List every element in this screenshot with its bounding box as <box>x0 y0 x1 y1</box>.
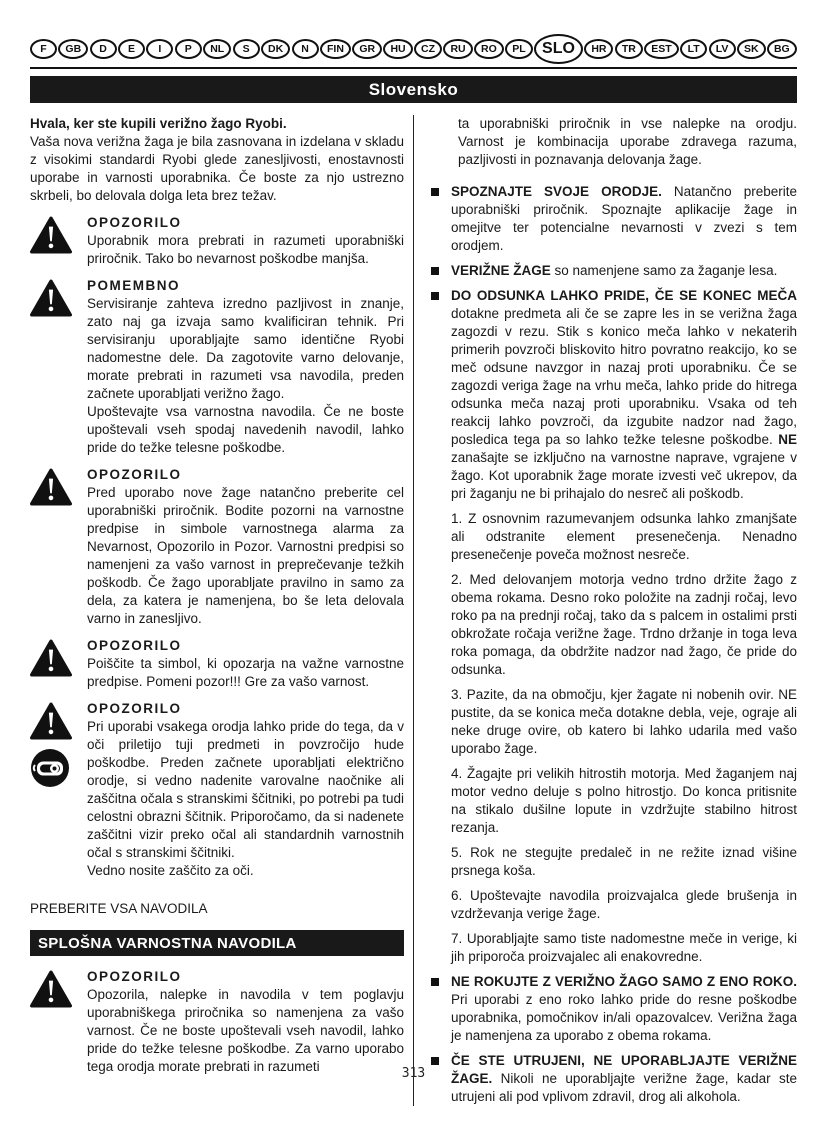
bullet-lead: SPOZNAJTE SVOJE ORODJE. <box>451 184 662 199</box>
bullet-text: Natančno preberite uporabniški priročnik. Spoznajte aplikacije žage in omejitve ter potencialne nevarnosti v zvezi s tem orodjem. <box>451 184 797 253</box>
bullet-text: Nikoli ne uporabljajte verižne žage, kadar ste utrujeni ali pod vplivom zdravil, drog ali alkohola. <box>451 1071 797 1104</box>
language-badge: S <box>233 39 260 59</box>
language-badge: BG <box>767 39 797 59</box>
language-badge: DK <box>261 39 290 59</box>
language-badge: LT <box>680 39 707 59</box>
left-column <box>30 115 414 1106</box>
numbered-item: 2. Med delovanjem motorja vedno trdno držite žago z obema rokama. Desno roko položite na zadnji ročaj, levo roko pa na prednji ročaj, tako da s palcem in ostalimi prsti obkrožate ročaja verižne žage. Trdno držanje in toga leva roka pomaga, da obdržite nadzor nad žago, če pride do odsunka. <box>451 572 797 677</box>
language-badge: E <box>118 39 145 59</box>
bullet-square-icon <box>431 267 439 275</box>
language-bar <box>30 34 797 64</box>
warning-title: OPOZORILO <box>87 969 182 984</box>
language-badge: F <box>30 39 57 59</box>
bullet-square-icon <box>431 1057 439 1065</box>
warning-icon-column <box>30 466 87 628</box>
bullet-text: dotakne predmeta ali če se zapre les in se verižna žaga zagozdi v rezu. Stik s konico meča lahko v nekaterih primerih povzroči bliskovito hitro povratno reakcijo, ko se meč odsune navzgor in nazaj proti uporabniku. Če se zagozdi veriga žage na vrhu meča, lahko pride do hitrega odsunka meča nazaj proti uporabniku. Vsaka od teh reakcij lahko povzroči, da izgubite nadzor nad žago, posledica tega pa so lahko težke telesne poškodbe. <box>451 306 797 447</box>
list-item <box>425 183 797 255</box>
language-badge-active: SLO <box>534 34 583 64</box>
warning-title: OPOZORILO <box>87 638 182 653</box>
warning-triangle-icon <box>30 639 72 677</box>
read-all-heading: PREBERITE VSA NAVODILA <box>30 901 208 916</box>
bullet-square-icon <box>431 188 439 196</box>
warning-title: OPOZORILO <box>87 467 182 482</box>
numbered-item: 6. Upoštevajte navodila proizvajalca glede brušenja in vzdrževanja verige žage. <box>451 888 797 921</box>
divider-line <box>30 67 797 69</box>
warning-title: POMEMBNO <box>87 278 180 293</box>
warning-block <box>30 277 404 457</box>
language-badge: N <box>292 39 319 59</box>
bullet-lead: VERIŽNE ŽAGE <box>451 263 551 278</box>
warning-triangle-icon <box>30 970 72 1008</box>
warning-triangle-icon <box>30 216 72 254</box>
language-badge: TR <box>615 39 643 59</box>
warning-block <box>30 700 404 880</box>
intro-title: Hvala, ker ste kupili verižno žago Ryobi. <box>30 116 287 131</box>
page-title: Slovensko <box>30 76 797 103</box>
warning-body <box>87 466 404 628</box>
bullet-square-icon <box>431 978 439 986</box>
language-badge: GB <box>58 39 88 59</box>
warning-text: Servisiranje zahteva izredno pazljivost in znanje, zato naj ga izvaja samo kvalificiran tehnik. Pri servisiranju uporabljajte samo identične Ryobi nadomestne dele. Da zagotovite varno delovanje, morate prebrati in razumeti vsa navodila, preden začnete uporabljati verižno žago. <box>87 296 404 401</box>
warning-block <box>30 637 404 691</box>
bullet-text-bold: NE <box>778 432 797 447</box>
warning-triangle-icon <box>30 702 72 740</box>
right-column <box>414 115 797 1106</box>
warning-icon-column <box>30 637 87 691</box>
language-badge: PL <box>505 39 532 59</box>
warning-icon-column <box>30 214 87 268</box>
intro-paragraph: Vaša nova verižna žaga je bila zasnovana in izdelana v skladu z visokimi standardi Ryobi glede zanesljivosti, enostavnosti uporabe in varnosti uporabnika. Če boste za njo ustrezno skrbeli, bo delovala dolga leta brez težav. <box>30 134 404 203</box>
language-badge: EST <box>644 39 678 59</box>
language-badge: FIN <box>320 39 351 59</box>
warning-body <box>87 968 404 1076</box>
warning-icon-column <box>30 277 87 457</box>
bullet-text: Pri uporabi z eno roko lahko pride do resne poškodbe uporabnika, pomočnikov in/ali opazovalcev. Verižna žaga je namenjena za uporabo z obema rokama. <box>451 992 797 1043</box>
warning-body <box>87 277 404 457</box>
list-item-body <box>451 287 797 966</box>
warning-text: Poiščite ta simbol, ki opozarja na važne varnostne predpise. Pomeni pozor!!! Gre za vašo varnost. <box>87 656 404 689</box>
language-badge: HR <box>584 39 613 59</box>
list-item-body <box>451 973 797 1045</box>
warning-body <box>87 700 404 880</box>
warning-block <box>30 466 404 628</box>
bullet-lead: ČE STE UTRUJENI, NE UPORABLJAJTE VERIŽNE ŽAGE. <box>451 1053 797 1086</box>
warning-block <box>30 214 404 268</box>
bullet-lead: DO ODSUNKA LAHKO PRIDE, ČE SE KONEC MEČA <box>451 288 797 303</box>
list-item <box>425 287 797 966</box>
warning-block <box>30 968 404 1076</box>
list-item-body <box>451 183 797 255</box>
warning-title: OPOZORILO <box>87 701 182 716</box>
language-badge: GR <box>352 39 382 59</box>
warning-text: Opozorila, nalepke in navodila v tem poglavju uporabniškega priročnika so namenjena za vašo varnost. Če ne boste upoštevali vseh navodil, lahko pride do težke telesne poškodbe. Za varno uporabo tega orodja morate prebrati in razumeti <box>87 987 404 1074</box>
list-item <box>425 262 797 280</box>
warning-triangle-icon <box>30 279 72 317</box>
safety-goggles-icon <box>30 748 70 788</box>
numbered-item: 5. Rok ne stegujte predaleč in ne režite iznad višine prsnega koša. <box>451 845 797 878</box>
language-badge: RU <box>443 39 472 59</box>
warning-body <box>87 214 404 268</box>
bullet-square-icon <box>431 292 439 300</box>
warning-triangle-icon <box>30 468 72 506</box>
numbered-item: 4. Žagajte pri velikih hitrostih motorja. Med žaganjem naj motor vedno deluje s polno hitrostjo. Do konca pritisnite na stikalo dušilne lopute in vzdržujte stabilno hitrost rezanja. <box>451 766 797 835</box>
language-badge: NL <box>203 39 231 59</box>
warning-body <box>87 637 404 691</box>
content-columns <box>30 115 797 1106</box>
warning-text: Vedno nosite zaščito za oči. <box>87 863 254 878</box>
language-badge: HU <box>383 39 412 59</box>
bullet-text: so namenjene samo za žaganje lesa. <box>550 263 778 278</box>
section-heading-bar: SPLOŠNA VARNOSTNA NAVODILA <box>30 930 404 956</box>
numbered-item: 1. Z osnovnim razumevanjem odsunka lahko zmanjšate ali odstranite element presenečenja. Nenadno presenečenje poveča možnost nesreče. <box>451 511 797 562</box>
language-badge: I <box>146 39 173 59</box>
warning-icon-column <box>30 700 87 880</box>
language-badge: LV <box>709 39 736 59</box>
numbered-item: 3. Pazite, da na območju, kjer žagate ni nobenih ovir. NE pustite, da se konica meča dotakne debla, veje, ograje ali neke druge ovire, ob katero bi lahko udarila med vašo uporabo žage. <box>451 687 797 756</box>
bullet-text: zanašajte se izključno na varnostne naprave, vgrajene v žago. Kot uporabnik žage morate izvesti več ukrepov, da pri žaganju ne bi prihajalo do nesreč ali poškodb. <box>451 450 797 501</box>
list-item <box>425 973 797 1045</box>
warning-text: Pred uporabo nove žage natančno preberite cel uporabniški priročnik. Bodite pozorni na varnostne predpise in simbole varnostnega alarma za Nevarnost, Opozorilo in Pozor. Varnostni predpisi so namenjeni za vašo varnost in preprečevanje težkih poškodb. Če žago uporabljate pravilno in samo za dela, za katera je namenjena, bo še leta delovala varno in zanesljivo. <box>87 485 404 626</box>
warning-icon-column <box>30 968 87 1076</box>
language-badge: SK <box>737 39 766 59</box>
page-number: 313 <box>401 1066 426 1081</box>
continuation-paragraph: ta uporabniški priročnik in vse nalepke na orodju. Varnost je kombinacija uporabe zdravega razuma, pazljivosti in poznavanja delovanja žage. <box>458 116 797 167</box>
warning-text: Uporabnik mora prebrati in razumeti uporabniški priročnik. Tako bo nevarnost poškodbe manjša. <box>87 233 404 266</box>
warning-title: OPOZORILO <box>87 215 182 230</box>
warning-text: Pri uporabi vsakega orodja lahko pride do tega, da v oči priletijo tuji predmeti in povzročijo hude poškodbe. Preden začnete uporabljati električno orodje, si vedno nadenite varovalne naočnike ali zaščitna očala s stranskimi ščitniki, po potrebi pa tudi celostni obrazni ščitnik. Priporočamo, da si nadenete zaščitni vizir preko očal ali standardnih varnostnih očal s stranskimi ščitniki. <box>87 719 404 860</box>
language-badge: RO <box>474 39 504 59</box>
language-badge: CZ <box>414 39 442 59</box>
language-badge: P <box>175 39 202 59</box>
list-item-body <box>451 262 797 280</box>
warning-text: Upoštevajte vsa varnostna navodila. Če ne boste upoštevali vseh spodaj navedenih navodil, lahko pride do težke telesne poškodbe. <box>87 404 404 455</box>
language-badge: D <box>90 39 117 59</box>
bullet-lead: NE ROKUJTE Z VERIŽNO ŽAGO SAMO Z ENO ROKO. <box>451 974 797 989</box>
numbered-item: 7. Uporabljajte samo tiste nadomestne meče in verige, ki jih priporoča proizvajalec ali enakovredne. <box>451 931 797 964</box>
